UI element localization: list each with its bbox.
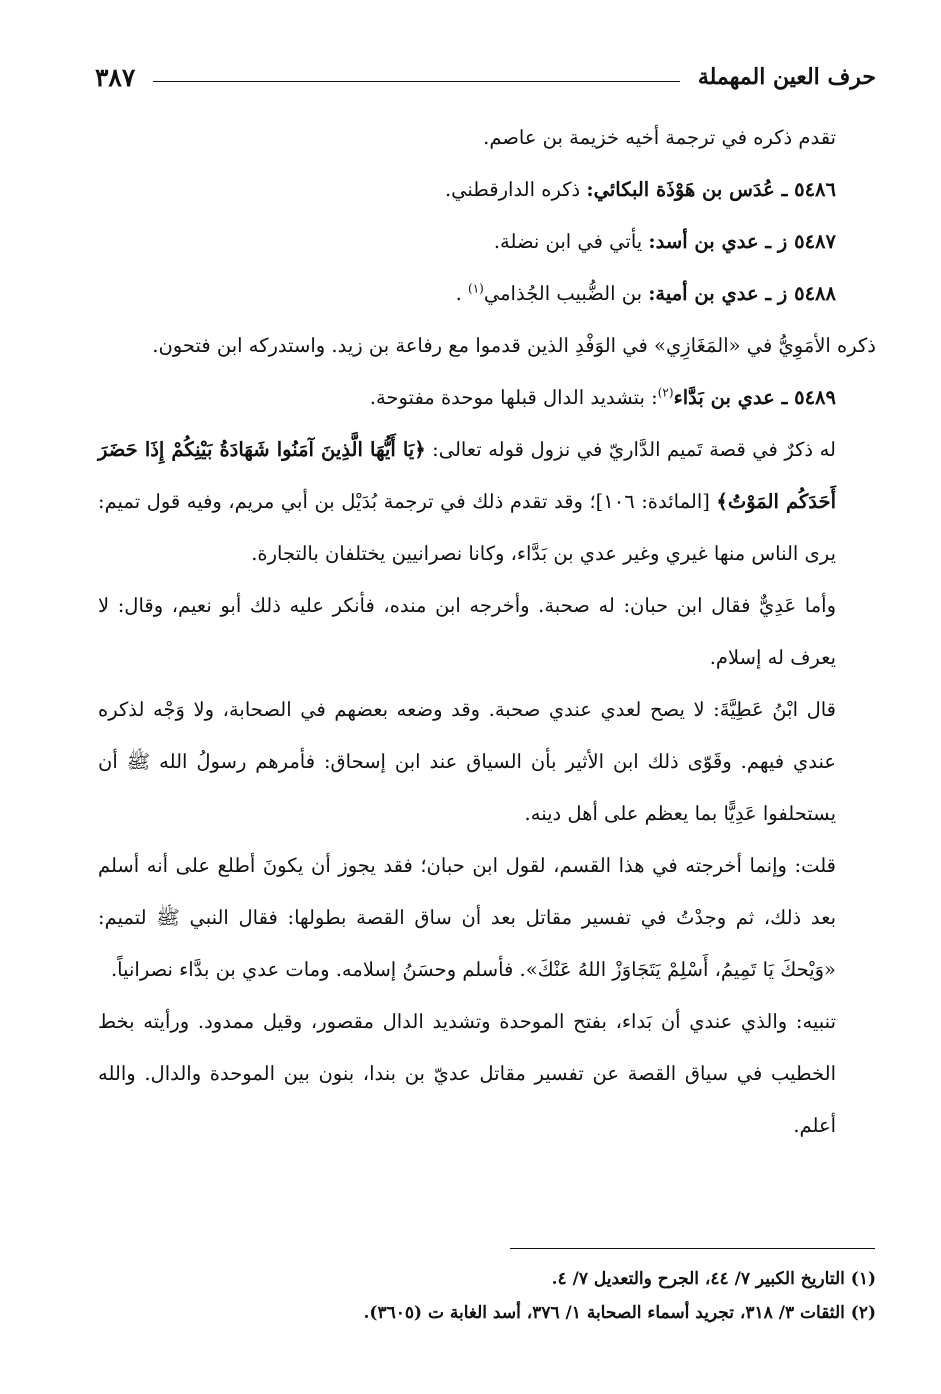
chapter-title: حرف العين المهملة [697,64,876,90]
footnote-marker: (٢) [657,385,674,400]
entry-text-end: . [455,282,469,305]
entry-heading: ٥٤٨٨ ز ـ عدي بن أمية: [648,282,836,305]
entry-5486 [98,164,876,216]
paragraph-text: [المائدة: ١٠٦]؛ وقد تقدم ذلك في ترجمة بُدَيْل بن أبي مريم، وفيه قول تميم: يرى الناس منها غيري وغير عدي بن بَدَّاء، وكانا نصرانيين يختلفان بالتجارة. [98,490,836,565]
paragraph-amawi: ذكره الأمَوِيُّ في «المَغَازِي» في الوَفْدِ الذين قدموا مع رفاعة بن زيد. واستدركه ابن فتحون. [152,334,876,357]
main-text [98,112,876,1152]
entry-5489 [98,372,876,424]
entry-text: ذكره الدارقطني. [444,178,587,201]
paragraph-intro: تقدم ذكره في ترجمة أخيه خزيمة بن عاصم. [483,126,836,149]
entry-5488 [98,268,876,320]
paragraph-tamim [98,424,876,580]
footnote-1: (١) التاريخ الكبير ٧/ ٤٤، الجرح والتعديل ٧/ ٤. [551,1269,876,1289]
paragraph-ibn-hibban: وأما عَدِيٌّ فقال ابن حبان: له صحبة. وأخرجه ابن منده، فأنكر عليه ذلك أبو نعيم، وقال: لا يعرف له إسلام. [98,594,836,669]
entry-text: يأتي في ابن نضلة. [493,230,649,253]
entry-text: : بتشديد الدال قبلها موحدة مفتوحة. [369,386,658,409]
entry-heading: ٥٤٨٧ ز ـ عدي بن أسد: [648,230,836,253]
entry-5487 [98,216,876,268]
quran-verse: ﴿يَا أَيُّهَا الَّذِينَ آمَنُوا شَهَادَةُ بَيْنِكُمْ إِذَا حَضَرَ أَحَدَكُم المَوْتُ﴾ [98,438,836,513]
footnote-rule [510,1248,875,1249]
header-rule [153,81,680,82]
entry-text: بن الضُّبيب الجُذامي [483,282,649,305]
entry-heading: ٥٤٨٦ ـ عُدَس بن هَوْذَة البكائي: [586,178,836,201]
page-header [95,60,876,94]
paragraph-qult: قلت: وإنما أخرجته في هذا القسم، لقول ابن حبان؛ فقد يجوز أن يكونَ أطلع على أنه أسلم بعد ذلك، ثم وجدْتُ في تفسير مقاتل بعد أن ساق القصة بطولها: فقال النبي ﷺ لتميم: «وَيْحكَ يَا تَمِيمُ، أَسْلِمْ يَتَجَاوَزْ اللهُ عَنْكَ». فأسلم وحسَنُ إسلامه. ومات عدي بن بدَّاء نصرانياً. [98,854,836,981]
footnote-2: (٢) الثقات ٣/ ٣١٨، تجريد أسماء الصحابة ١/ ٣٧٦، أسد الغابة ت (٣٦٠٥). [363,1303,876,1323]
paragraph-text: له ذكرٌ في قصة تَميم الدَّاريّ في نزول قوله تعالى: [425,438,836,461]
footnote-marker: (١) [468,281,484,296]
footnotes [98,1262,876,1330]
paragraph-ibn-atiyya: قال ابْنُ عَطِيَّةَ: لا يصح لعدي عندي صحبة. وقد وضعه بعضهم في الصحابة، ولا وَجْه لذكره عندي فيهم. وقَوّى ذلك ابن الأثير بأن السياق عند ابن إسحاق: فأمرهم رسولُ الله ﷺ أن يستحلفوا عَدِيًّا بما يعظم على أهل دينه. [98,698,836,825]
page-number: ٣٨٧ [95,62,136,92]
paragraph-tanbih: تنبيه: والذي عندي أن بَداء، بفتح الموحدة وتشديد الدال مقصور، وقيل ممدود. ورأيته بخط الخطيب في سياق القصة عن تفسير مقاتل عديّ بن بندا، بنون بين الموحدة والدال. والله أعلم. [98,1010,836,1137]
entry-heading: ٥٤٨٩ ـ عدي بن بَدَّاء [673,386,836,409]
